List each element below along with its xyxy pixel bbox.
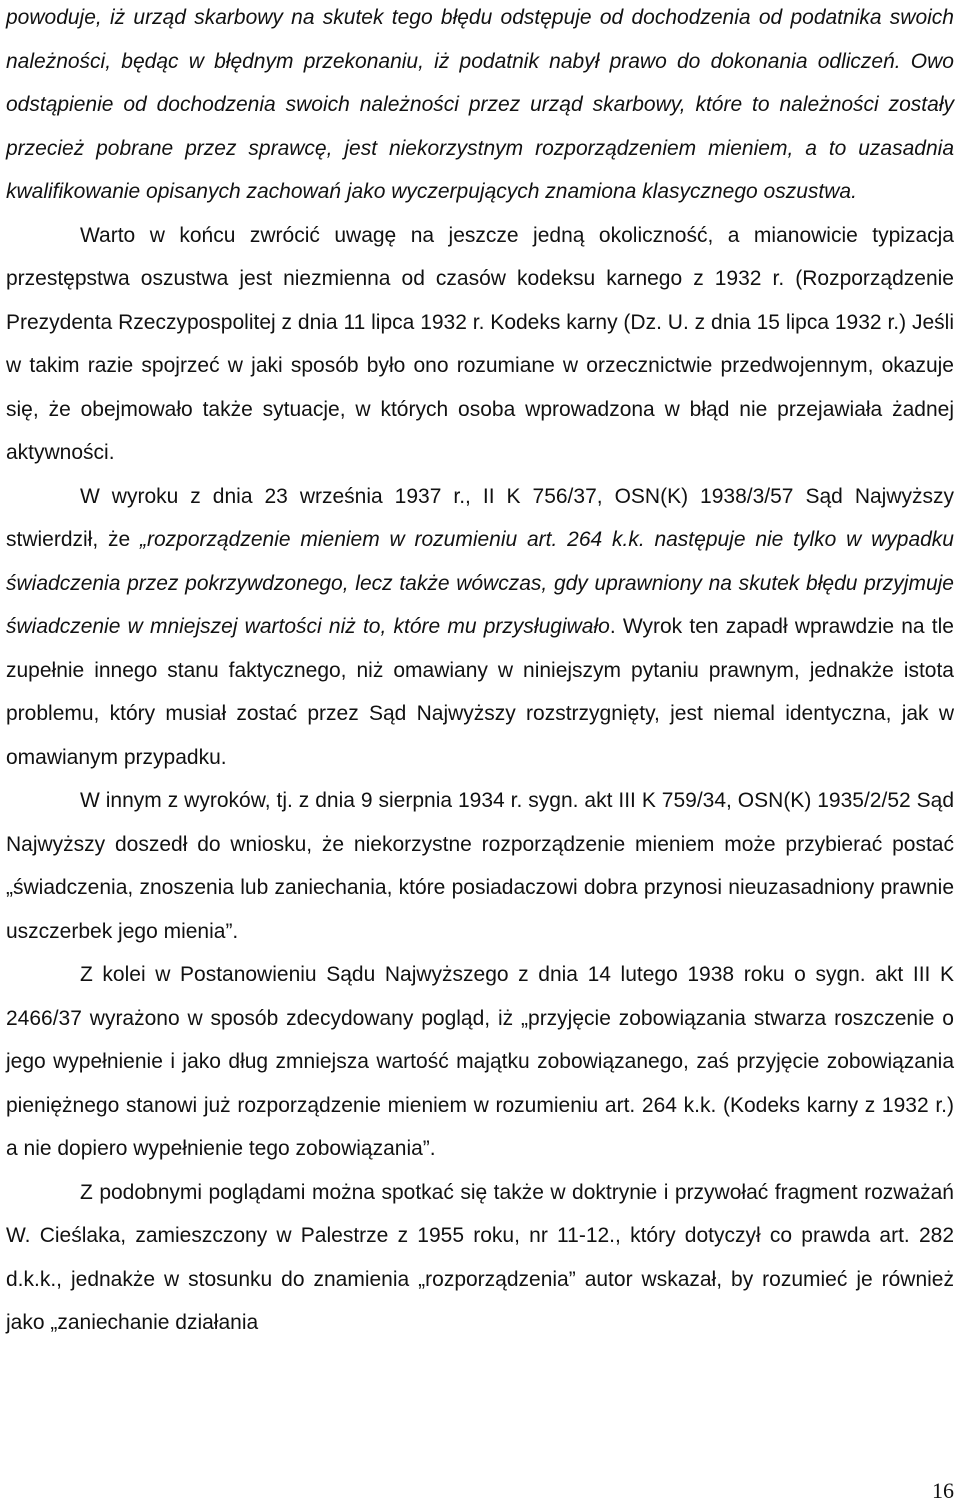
- text-segment: W innym z wyroków, tj. z dnia 9 sierpnia 1934 r. sygn. akt III K 759/34, OSN(K) 1935/2/52 Sąd Najwyższy doszedł do wniosku, że niekorzystne rozporządzenie mieniem może przybierać postać „świadczenia, znoszenia lub zaniechania, które posiadaczowi dobra przynosi nieuzasadniony prawnie uszczerbek jego mienia”.: [6, 789, 954, 943]
- text-segment: Z podobnymi poglądami można spotkać się także w doktrynie i przywołać fragment rozważań W. Cieślaka, zamieszczony w Palestrze z 1955 roku, nr 11-12., który dotyczył co prawda art. 282 d.k.k., jednakże w stosunku do znamienia „rozporządzenia” autor wskazał, by rozumieć je również jako „zaniechanie działania: [6, 1180, 954, 1334]
- paragraph: [6, 953, 954, 1171]
- paragraph: [6, 779, 954, 953]
- italic-quote: „rozporządzenie mieniem w rozumieniu art. 264 k.k. następuje nie tylko w wypadku świadczenia przez pokrzywdzonego, lecz także wówczas, gdy uprawniony na skutek błędu przyjmuje świadczenie w mniejszej wartości niż to, które mu przysługiwało: [6, 528, 954, 638]
- paragraph: [6, 0, 954, 214]
- text-segment: Z kolei w Postanowieniu Sądu Najwyższego z dnia 14 lutego 1938 roku o sygn. akt III K 2466/37 wyrażono w sposób zdecydowany pogląd, iż „przyjęcie zobowiązania stwarza roszczenie o jego wypełnienie i jako dług zmniejsza wartość majątku zobowiązanego, zaś przyjęcie zobowiązania pieniężnego stanowi już rozporządzenie mieniem w rozumieniu art. 264 k.k. (Kodeks karny z 1932 r.) a nie dopiero wypełnienie tego zobowiązania”.: [6, 963, 954, 1160]
- italic-text: powoduje, iż urząd skarbowy na skutek tego błędu odstępuje od dochodzenia od podatnika swoich należności, będąc w błędnym przekonaniu, iż podatnik nabył prawo do dokonania odliczeń. Owo odstąpienie od dochodzenia swoich należności przez urząd skarbowy, które to należności zostały przecież pobrane przez sprawcę, jest niekorzystnym rozporządzeniem mieniem, a to uzasadnia kwalifikowanie opisanych zachowań jako wyczerpujących znamiona klasycznego oszustwa.: [6, 6, 954, 203]
- paragraph: [6, 475, 954, 780]
- page-number: 16: [932, 1478, 954, 1503]
- paragraph: [6, 214, 954, 475]
- text-segment: W wyroku z dnia 23 września 1937 r., II K 756/37, OSN(K) 1938/3/57 Sąd Najwyższy stwierdził, że: [6, 484, 954, 551]
- text-segment: . Wyrok ten zapadł wprawdzie na tle zupełnie innego stanu faktycznego, niż omawiany w niniejszym pytaniu prawnym, jednakże istota problemu, który musiał zostać przez Sąd Najwyższy rozstrzygnięty, jest niemal identyczna, jak w omawianym przypadku.: [6, 615, 954, 769]
- paragraph: [6, 1171, 954, 1345]
- text-segment: Warto w końcu zwrócić uwagę na jeszcze jedną okoliczność, a mianowicie typizacja przestępstwa oszustwa jest niezmienna od czasów kodeksu karnego z 1932 r. (Rozporządzenie Prezydenta Rzeczypospolitej z dnia 11 lipca 1932 r. Kodeks karny (Dz. U. z dnia 15 lipca 1932 r.) Jeśli w takim razie spojrzeć w jaki sposób było ono rozumiane w orzecznictwie przedwojennym, okazuje się, że obejmowało także sytuacje, w których osoba wprowadzona w błąd nie przejawiała żadnej aktywności.: [6, 223, 954, 464]
